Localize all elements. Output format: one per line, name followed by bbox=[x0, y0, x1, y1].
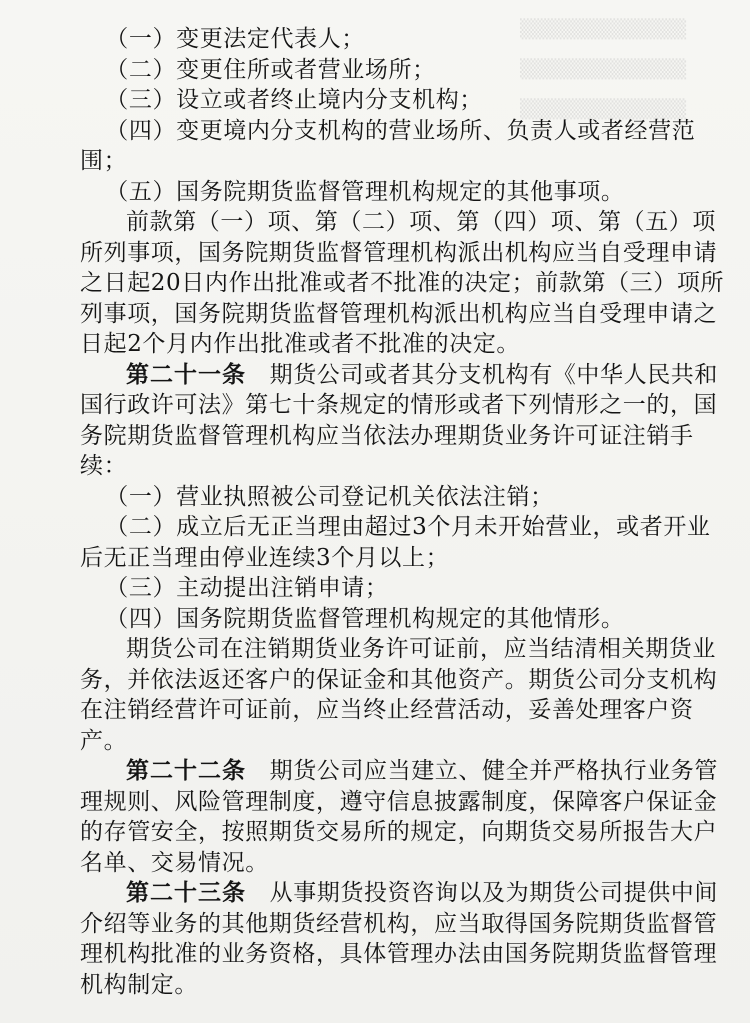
article-22 bbox=[80, 756, 730, 878]
list-item: （四）国务院期货监督管理机构规定的其他情形。 bbox=[105, 605, 625, 632]
list-item: （一）变更法定代表人； bbox=[105, 26, 365, 52]
article-heading: 第二十一条 bbox=[126, 360, 246, 388]
article-23 bbox=[80, 878, 730, 1000]
article-heading: 第二十三条 bbox=[126, 879, 246, 906]
bleed-through-shadow: ▒▒▒▒▒▒▒▒▒▒▒▒ ▒▒▒▒▒▒▒▒▒▒▒▒ ▒▒▒▒▒▒▒▒▒▒▒▒ bbox=[520, 19, 687, 120]
article-heading: 第二十二条 bbox=[126, 757, 246, 784]
list-item: （三）主动提出注销申请； bbox=[105, 575, 389, 601]
list-item: （一）营业执照被公司登记机关依法注销； bbox=[105, 483, 554, 510]
list-item: （三）设立或者终止境内分支机构； bbox=[105, 87, 483, 113]
paragraph: 期货公司在注销期货业务许可证前，应当结清相关期货业务，并依法返还客户的保证金和其他资产。期货公司分支机构在注销经营许可证前，应当终止经营活动，妥善处理客户资产。 bbox=[80, 636, 718, 754]
article-text: 从事期货投资咨询以及为期货公司提供中间介绍等业务的其他期货经营机构，应当取得国务院期货监督管理机构批准的业务资格，具体管理办法由国务院期货监督管理机构制定。 bbox=[80, 880, 719, 998]
list-item: （四）变更境内分支机构的营业场所、负责人或者经营范围； bbox=[80, 117, 696, 174]
article-text: 期货公司或者其分支机构有《中华人民共和国行政许可法》第七十条规定的情形或者下列情形之一的，国务院期货监督管理机构应当依法办理期货业务许可证注销手续： bbox=[80, 361, 719, 479]
article-text: 期货公司应当建立、健全并严格执行业务管理规则、风险管理制度，遵守信息披露制度，保障客户保证金的存管安全，按照期货交易所的规定，向期货交易所报告大户名单、交易情况。 bbox=[80, 758, 719, 876]
list-item: （二）变更住所或者营业场所； bbox=[105, 56, 436, 83]
list-item: （五）国务院期货监督管理机构规定的其他事项。 bbox=[105, 178, 625, 205]
document-body bbox=[80, 24, 730, 1000]
article-21 bbox=[80, 360, 730, 482]
paragraph: 前款第（一）项、第（二）项、第（四）项、第（五）项所列事项，国务院期货监督管理机构派出机构应当自受理申请之日起20日内作出批准或者不批准的决定；前款第（三）项所列事项，国务院期货监督管理机构派出机构应当自受理申请之日起2个月内作出批准或者不批准的决定。 bbox=[80, 209, 725, 357]
list-item: （二）成立后无正当理由超过3个月未开始营业，或者开业后无正当理由停业连续3个月以上； bbox=[80, 514, 711, 571]
